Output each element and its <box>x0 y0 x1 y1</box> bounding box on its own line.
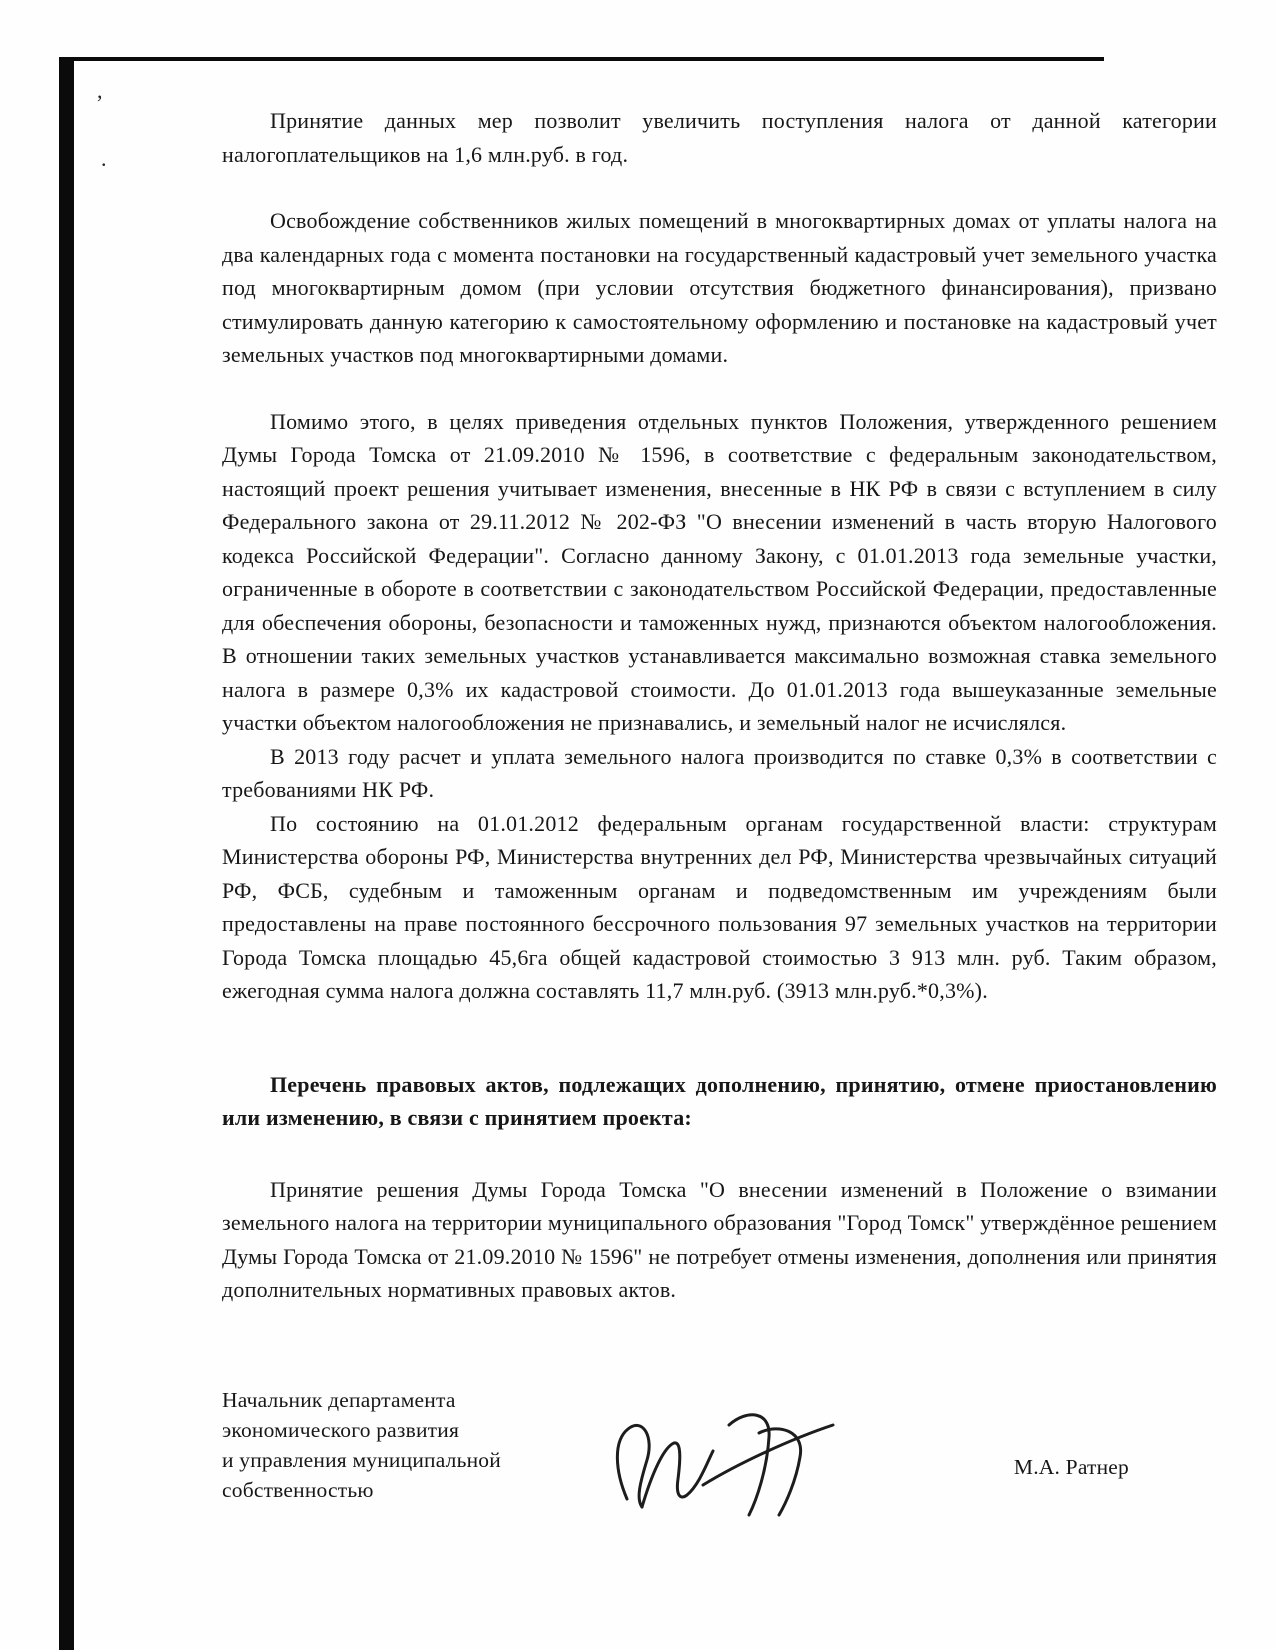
scan-top-edge-line <box>59 57 1104 61</box>
paragraph-decision-adoption: Принятие решения Думы Города Томска "О внесении изменений в Положение о взимании земельного налога на территории муниципального образования "Город Томск" утверждённое решением Думы Города Томска от 21.09.2010 № 1596" не потребует отмены изменения, дополнения или принятия дополнительных нормативных правовых актов. <box>222 1176 1217 1302</box>
signatory-title-line-1: Начальник департамента <box>222 1387 456 1412</box>
section-heading-legal-acts: Перечень правовых актов, подлежащих дополнению, принятию, отмене приостановлению или изменению, в связи с принятием проекта: <box>222 1071 1217 1130</box>
signature-block <box>222 1385 1217 1535</box>
signatory-name: М.А. Ратнер <box>1013 1454 1129 1479</box>
document-body <box>222 104 1217 1534</box>
scan-left-edge-bar <box>59 60 74 1650</box>
signatory-title-line-3: и управления муниципальной <box>222 1447 501 1472</box>
paragraph-exemption: Освобождение собственников жилых помещений в многоквартирных домах от уплаты налога на два календарных года с момента постановки на государственный кадастровый учет земельного участка под многоквартирным домом (при условии отсутствия бюджетного финансирования), призвано стимулировать данную категорию к самостоятельному оформлению и постановке на кадастровый учет земельных участков под многоквартирными домами. <box>222 208 1217 367</box>
paragraph-2013-rate: В 2013 году расчет и уплата земельного налога производится по ставке 0,3% в соответствии с требованиями НК РФ. <box>222 743 1217 802</box>
signatory-title-line-2: экономического развития <box>222 1417 460 1442</box>
signatory-title <box>222 1385 552 1505</box>
paragraph-federal-bodies: По состоянию на 01.01.2012 федеральным органам государственной власти: структурам Министерства обороны РФ, Министерства внутренних дел РФ, Министерства чрезвычайных ситуаций РФ, ФСБ, судебным и таможенным органам и подведомственным им учреждениям были предоставлены на праве постоянного бессрочного пользования 97 земельных участков на территории Города Томска площадью 45,6га общей кадастровой стоимостью 3 913 млн. руб. Таким образом, ежегодная сумма налога должна составлять 11,7 млн.руб. (3913 млн.руб.*0,3%). <box>222 810 1217 1003</box>
scan-speck-artifact: . <box>101 146 107 171</box>
signatory-title-line-4: собственностью <box>222 1477 374 1502</box>
signature-scribble-icon <box>607 1403 842 1535</box>
paragraph-tax-increase: Принятие данных мер позволит увеличить поступления налога от данной категории налогоплательщиков на 1,6 млн.руб. в год. <box>222 108 1217 167</box>
paragraph-federal-law: Помимо этого, в целях приведения отдельных пунктов Положения, утвержденного решением Думы Города Томска от 21.09.2010 № 1596, в соответствие с федеральным законодательством, настоящий проект решения учитывает изменения, внесенные в НК РФ в связи с вступлением в силу Федерального закона от 29.11.2012 № 202-ФЗ "О внесении изменений в часть вторую Налогового кодекса Российской Федерации". Согласно данному Закону, с 01.01.2013 года земельные участки, ограниченные в обороте в соответствии с законодательством Российской Федерации, предоставленные для обеспечения обороны, безопасности и таможенных нужд, признаются объектом налогообложения. В отношении таких земельных участков устанавливается максимально возможная ставка земельного налога в размере 0,3% их кадастровой стоимости. До 01.01.2013 года вышеуказанные земельные участки объектом налогообложения не признавались, и земельный налог не исчислялся. <box>222 408 1217 735</box>
scan-speck-artifact: , <box>97 78 103 103</box>
